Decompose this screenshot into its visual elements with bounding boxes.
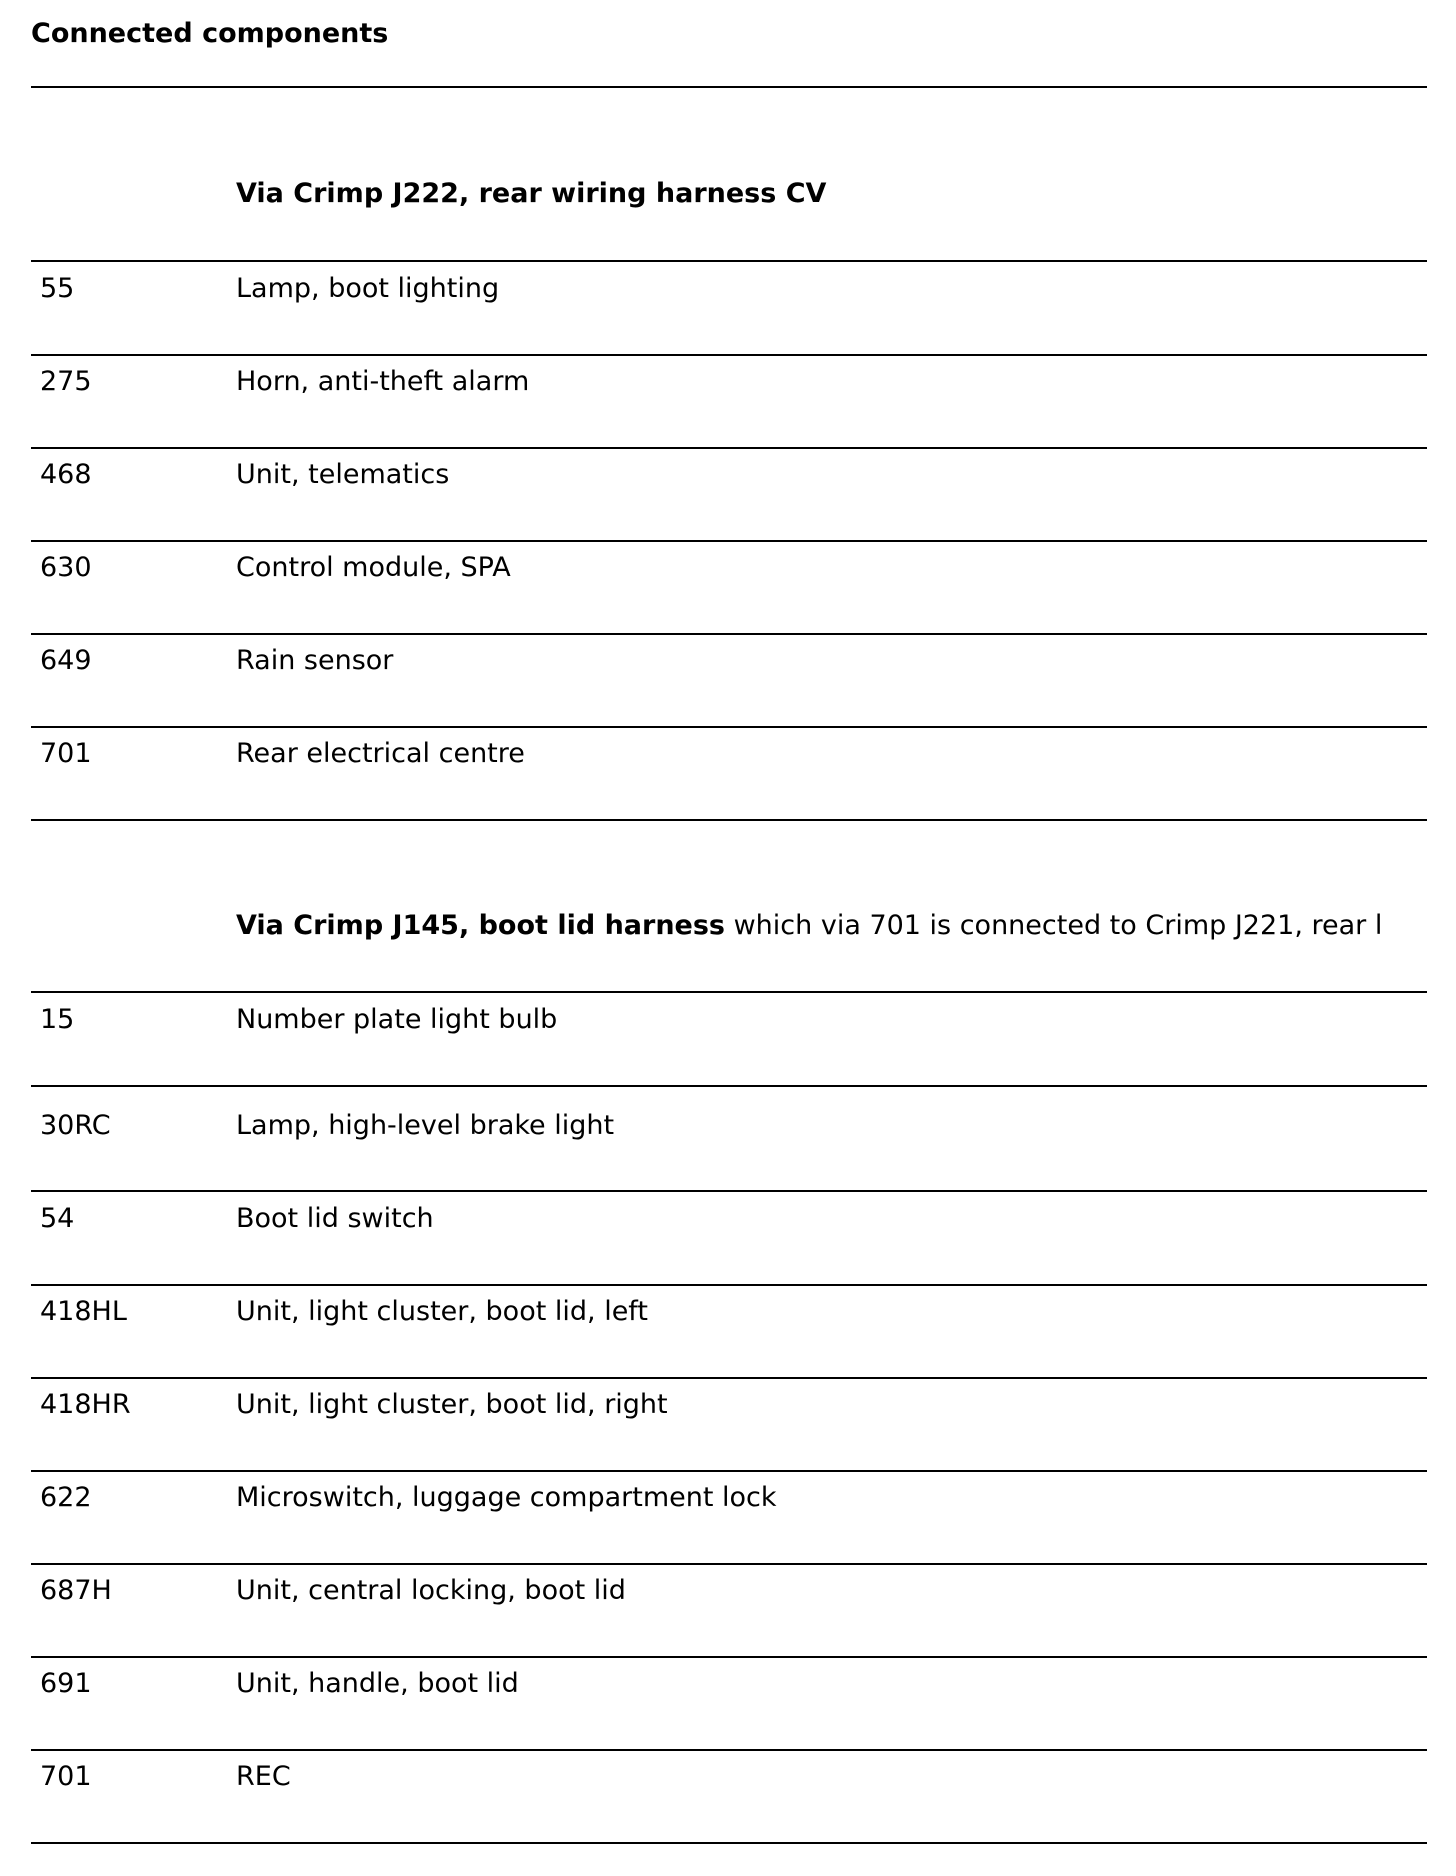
table-divider bbox=[31, 1085, 1427, 1087]
component-description: Unit, central locking, boot lid bbox=[236, 1575, 626, 1606]
component-description: Lamp, boot lighting bbox=[236, 273, 500, 304]
component-code: 54 bbox=[40, 1203, 75, 1234]
section-heading-j145 bbox=[236, 910, 1382, 942]
table-divider bbox=[31, 1470, 1427, 1472]
table-divider bbox=[31, 1563, 1427, 1565]
section-heading-j222 bbox=[236, 178, 826, 210]
component-description: Rear electrical centre bbox=[236, 738, 525, 769]
component-code: 468 bbox=[40, 459, 92, 490]
table-divider bbox=[31, 1377, 1427, 1379]
table-divider bbox=[31, 354, 1427, 356]
table-divider bbox=[31, 1656, 1427, 1658]
component-description: Unit, handle, boot lid bbox=[236, 1668, 519, 1699]
component-code: 691 bbox=[40, 1668, 92, 1699]
component-code: 630 bbox=[40, 552, 92, 583]
table-divider bbox=[31, 447, 1427, 449]
title-divider bbox=[31, 86, 1427, 88]
component-code: 15 bbox=[40, 1004, 75, 1035]
component-code: 701 bbox=[40, 1761, 92, 1792]
component-description: Boot lid switch bbox=[236, 1203, 434, 1234]
section-heading-rest: which via 701 is connected to Crimp J221, rear l bbox=[725, 910, 1383, 941]
table-divider bbox=[31, 633, 1427, 635]
component-description: Horn, anti-theft alarm bbox=[236, 366, 530, 397]
component-description: Rain sensor bbox=[236, 645, 394, 676]
table-divider bbox=[31, 1284, 1427, 1286]
component-code: 649 bbox=[40, 645, 92, 676]
component-code: 418HR bbox=[40, 1389, 131, 1420]
component-description: Lamp, high-level brake light bbox=[236, 1110, 615, 1141]
component-description: Unit, light cluster, boot lid, left bbox=[236, 1296, 648, 1327]
component-code: 275 bbox=[40, 366, 92, 397]
table-divider bbox=[31, 1190, 1427, 1192]
table-divider bbox=[31, 1749, 1427, 1751]
component-description: Microswitch, luggage compartment lock bbox=[236, 1482, 777, 1513]
component-description: Unit, telematics bbox=[236, 459, 450, 490]
component-description: REC bbox=[236, 1761, 291, 1792]
component-description: Control module, SPA bbox=[236, 552, 511, 583]
table-divider bbox=[31, 540, 1427, 542]
component-description: Unit, light cluster, boot lid, right bbox=[236, 1389, 668, 1420]
table-divider bbox=[31, 260, 1427, 262]
component-code: 687H bbox=[40, 1575, 112, 1606]
table-divider bbox=[31, 726, 1427, 728]
section-heading-bold: Via Crimp J145, boot lid harness bbox=[236, 910, 726, 941]
table-divider bbox=[31, 991, 1427, 993]
component-code: 30RC bbox=[40, 1110, 111, 1141]
component-code: 55 bbox=[40, 273, 75, 304]
section-heading-bold: Via Crimp J222, rear wiring harness CV bbox=[236, 178, 827, 209]
component-code: 622 bbox=[40, 1482, 92, 1513]
table-divider bbox=[31, 1842, 1427, 1844]
component-code: 701 bbox=[40, 738, 92, 769]
table-divider bbox=[31, 819, 1427, 821]
page-title: Connected components bbox=[31, 18, 389, 49]
component-code: 418HL bbox=[40, 1296, 127, 1327]
component-description: Number plate light bulb bbox=[236, 1004, 558, 1035]
